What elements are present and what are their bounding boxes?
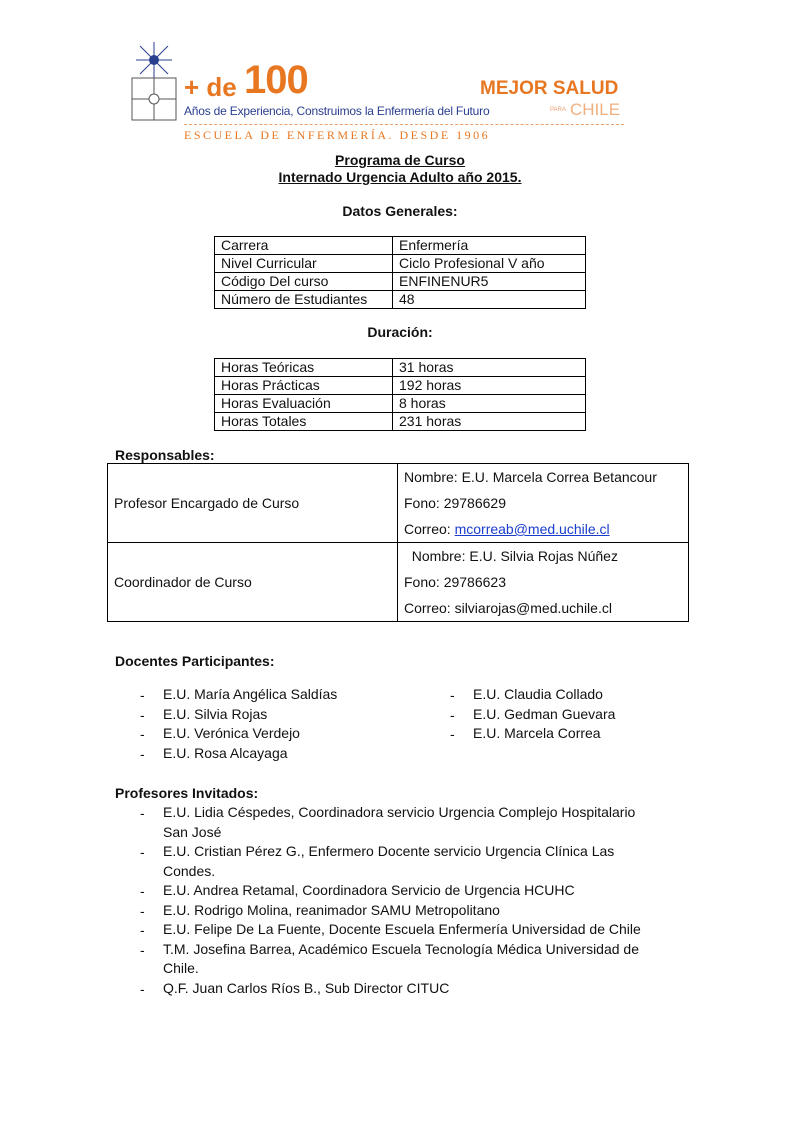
cell: 8 horas <box>393 395 586 413</box>
list-item: Chile. <box>163 960 199 976</box>
cell: Carrera <box>215 237 393 255</box>
cell: 48 <box>393 291 586 309</box>
invitados-heading: Profesores Invitados: <box>115 785 259 801</box>
logo-plus: + de <box>184 72 237 102</box>
cell: Número de Estudiantes <box>215 291 393 309</box>
cell: Enfermería <box>393 237 586 255</box>
contact-name: Nombre: E.U. Silvia Rojas Núñez <box>404 548 618 564</box>
cell: Nivel Curricular <box>215 255 393 273</box>
list-item: E.U. Verónica Verdejo <box>163 725 300 741</box>
cell: Horas Prácticas <box>215 377 393 395</box>
cell: 31 horas <box>393 359 586 377</box>
list-item: T.M. Josefina Barrea, Académico Escuela Tecnología Médica Universidad de <box>163 940 639 957</box>
docentes-heading: Docentes Participantes: <box>115 653 275 669</box>
duracion-table <box>214 358 586 431</box>
table-row <box>215 255 586 273</box>
bullet-dash: - <box>140 902 145 919</box>
table-row <box>215 413 586 431</box>
bullet-dash: - <box>140 844 145 860</box>
school-name: ESCUELA DE ENFERMERÍA. DESDE 1906 <box>184 128 491 142</box>
responsables-table <box>107 463 689 622</box>
cell: 231 horas <box>393 413 586 431</box>
cell: Horas Evaluación <box>215 395 393 413</box>
responsables-heading: Responsables: <box>115 447 215 463</box>
cell: ENFINENUR5 <box>393 273 586 291</box>
table-row <box>215 377 586 395</box>
cell: Horas Totales <box>215 413 393 431</box>
bullet-dash: - <box>140 706 145 723</box>
role-cell: Profesor Encargado de Curso <box>108 464 398 543</box>
role-cell: Coordinador de Curso <box>108 543 398 622</box>
contact-phone: Fono: 29786623 <box>404 574 506 590</box>
bullet-dash: - <box>140 941 145 958</box>
cell: 192 horas <box>393 377 586 395</box>
contact-cell <box>398 543 689 622</box>
list-item: E.U. Silvia Rojas <box>163 705 268 722</box>
university-seal-icon <box>126 40 182 122</box>
datos-table <box>214 236 586 309</box>
cell: Ciclo Profesional V año <box>393 255 586 273</box>
letterhead <box>120 40 680 140</box>
bullet-dash: - <box>450 687 455 703</box>
email-label: Correo: <box>404 600 455 616</box>
list-item: E.U. Gedman Guevara <box>473 705 616 722</box>
table-row <box>215 395 586 413</box>
bullet-dash: - <box>140 726 145 742</box>
bullet-dash: - <box>140 922 145 938</box>
document-title: Programa de Curso <box>335 152 465 168</box>
list-item: E.U. Rosa Alcayaga <box>163 744 288 761</box>
logo-100: 100 <box>244 58 308 102</box>
list-item: E.U. Cristian Pérez G., Enfermero Docente servicio Urgencia Clínica Las <box>163 843 615 859</box>
logo-tagline: Años de Experiencia, Construimos la Enfermería del Futuro <box>184 104 490 118</box>
bullet-dash: - <box>450 726 455 742</box>
duracion-heading: Duración: <box>367 324 433 340</box>
list-item: E.U. María Angélica Saldías <box>163 686 338 702</box>
table-row <box>108 464 689 543</box>
email-text: silviarojas@med.uchile.cl <box>454 600 612 616</box>
list-item: San José <box>163 823 222 840</box>
table-row <box>215 291 586 309</box>
datos-heading: Datos Generales: <box>342 203 458 219</box>
list-item: E.U. Felipe De La Fuente, Docente Escuela Enfermería Universidad de Chile <box>163 921 641 937</box>
bullet-dash: - <box>140 980 145 997</box>
brand-mejor-salud: MEJOR SALUD <box>480 78 619 99</box>
list-item: E.U. Lidia Céspedes, Coordinadora servicio Urgencia Complejo Hospitalario <box>163 804 636 820</box>
brand-para: PARA <box>550 107 566 113</box>
bullet-dash: - <box>140 745 145 762</box>
contact-phone: Fono: 29786629 <box>404 495 506 511</box>
table-row <box>108 543 689 622</box>
bullet-dash: - <box>140 805 145 821</box>
list-item: E.U. Claudia Collado <box>473 686 603 702</box>
document-subtitle: Internado Urgencia Adulto año 2015. <box>278 169 522 185</box>
list-item: Q.F. Juan Carlos Ríos B., Sub Director CITUC <box>163 979 450 996</box>
email-label: Correo: <box>404 521 455 537</box>
bullet-dash: - <box>450 706 455 723</box>
contact-cell <box>398 464 689 543</box>
list-item: E.U. Rodrigo Molina, reanimador SAMU Metropolitano <box>163 901 500 918</box>
cell: Código Del curso <box>215 273 393 291</box>
bullet-dash: - <box>140 687 145 703</box>
bullet-dash: - <box>140 883 145 899</box>
table-row <box>215 273 586 291</box>
contact-name: Nombre: E.U. Marcela Correa Betancour <box>404 469 657 485</box>
email-link[interactable]: mcorreab@med.uchile.cl <box>454 521 610 537</box>
table-row <box>215 237 586 255</box>
table-row <box>215 359 586 377</box>
list-item: E.U. Marcela Correa <box>473 725 601 741</box>
cell: Horas Teóricas <box>215 359 393 377</box>
list-item: Condes. <box>163 862 216 879</box>
brand-chile: CHILE <box>570 100 621 119</box>
list-item: E.U. Andrea Retamal, Coordinadora Servicio de Urgencia HCUHC <box>163 882 575 898</box>
